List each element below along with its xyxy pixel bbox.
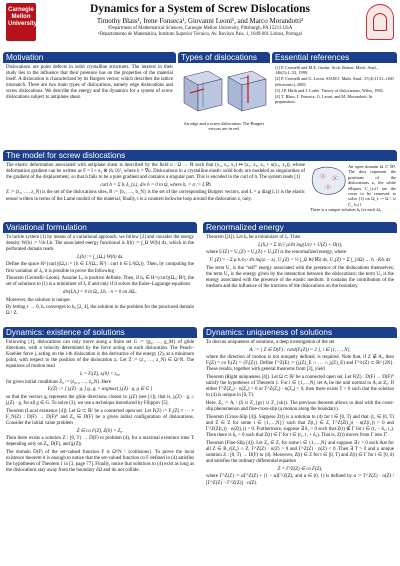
existence-equation-2: Fᵢ(Z) := [ jᵢ(Z) · gᵢ ] gᵢ, gᵢ = argmax{ jᵢ(Z) · g, g ∈ G } — [47, 387, 153, 393]
uniqueness-text — [203, 338, 397, 490]
poster-header — [0, 0, 400, 46]
variational-heading: Variational formulation — [3, 222, 197, 233]
affiliation-2: ²Departamento de Matemática, Instituto Superior Técnico, Av. Rovisco Pais, 1, 1049-001 Lisboa, Portugal — [98, 32, 302, 37]
reference-item: [3] J.P. Hirth and J. Lothe. Theory of dislocations. Wiley, 1982. — [275, 87, 384, 93]
existence-paragraph-3: so that the vectors gᵢ represent the glide directions closest to jᵢ(Z) (see [1]), that is, jᵢ(Z) · gᵢ ≥ jᵢ(Z) · g, for all g ∈ G. To solve (3), we use a technique introduced by Filippov [5]. — [6, 394, 194, 407]
motivation-section — [3, 52, 176, 140]
uniqueness-paragraph-3: Here, Z₀ := Aᵢ \ (S ∪ Z_{gs} ∪ Z_{sk}). The previous theorem allows to deal with the cross-slip phenomenon and fine-cross-slip (a motion along the boundary). — [206, 401, 394, 413]
uniqueness-theorem-2: Theorem (Cross-Slip [4]). Suppose Z(t) is a solution to (4) for t ∈ [0, T) and that {t₁ ∈ (0, T) and Z ∈ Z for some i ∈ {1,…,N}} such that Z(t₁) ∈ Z, Γ^Z(Z(t₁)) · n(Z(t₁)) > 0 and Γ^Z(Z(t₁)) · n(Z(t₁)) > 0. Furthermore, suppose ∃ δ₁ > 0 such that Z(t) ∉ Γ for t ∈ (t₁ − δ₁, t₁). Then there is δ₂ > 0 such that Z(t) ∈ Γ for t ∈ (t₁, t₁ + δ₂). That is, Z(t) moves from Γ into Γ̃. — [206, 414, 394, 439]
existence-paragraph-1: Following [1], dislocations can only move along a finite set G := {g₁, …, g_M} of glide directions, with a velocity determined by the force acting on each dislocation. The Peach–Koehler force jᵢ acting on the i-th dislocation is the derivative of the energy (2), at a minimum point, with respect to the position of the dislocation zᵢ. Let Z := (z₁, …, z_N) ∈ Ω^N. The equations of motion read — [6, 340, 194, 370]
variational-paragraph-2: Define the space H^{curl}(Ωₑ) := {h ∈ L²(Ωₑ; ℝ²) : curl h ∈ L²(Ωₑ)}. Then, by computing the first variation of Jₑ, it is possible to prove the following — [6, 262, 194, 274]
uniqueness-heading: Dynamics: uniqueness of solutions — [203, 327, 397, 338]
uniqueness-theorem-1: Theorem (Right uniqueness [4]). Let Ω ⊂ ℝ² be a connected open set. Let F(Z) : D(F) → D(F)ᴺ satisfy the hypotheses of Theorem 1. For i ∈ {1,…,N} let Aᵢ be the unit normal to Aᵢ at Z₀. If either Γ^Z(Z₀) · n(Z₀) > 0 or Γ^Z(Z₀) · n(Z₀) < 0, then there exists T > 0 such that the solution to (4) is unique in [0, T). — [206, 375, 394, 399]
uniqueness-theorem-3: Theorem (Fine-Slip [4]). Let Z₀ ∈ Z, for some i ∈ {1,…,N} and suppose ∃ r > 0 such that for all Z ∈ B_r(Z₀) ∩ Z, Γ^Z(Z) · n(Z) > 0 and Γ^Z(Z) · n(Z) < 0. Then ∃ T > 0 and a unique solution Z : [0, T) → D(F) to (4). Moreover, Z(t) ∈ Z for t ∈ [0, T) and Z(t) ∈ Γ for t ∈ [0, δ) and satisfies the ordinary differential equation — [206, 440, 394, 465]
model-paragraph-2: Z := (z₁, …, z_N) is the set of the dislocations sites, B := {b₁, …, b_N} is the set of the corresponding Burgers vectors, and L = μ diag(1,1) is the elastic tensor written in terms of the Lamé moduli of the material; finally, t is a counterclockwise loop around the dislocation z, only. — [6, 190, 305, 202]
carnegie-mellon-logo: Carnegie Mellon University — [6, 3, 36, 41]
uniqueness-section — [203, 327, 397, 563]
existence-heading: Dynamics: existence of solutions — [3, 327, 197, 338]
renormalized-paragraph-2: The term U₁ is the “self” energy associated with the presence of the dislocations themselves; the term U₂ is the energy given by the interaction between the dislocations; the term U₃ is the energy associated with the presence of the elastic medium: it contains the contribution of the medium and the influence of the tractions of the dislocations on the boundary. — [206, 265, 394, 289]
screw-dislocation-illustration — [228, 71, 266, 111]
model-heading: The model for screw dislocations — [3, 150, 397, 161]
existence-text — [3, 338, 197, 478]
ist-lisboa-logo — [366, 4, 394, 40]
motivation-text: Dislocations are point defects in solid crystalline structures. The interest in their study lies in the influence that their presence has on the properties of the material itself. A dislocation is characterized by its Burgers vector, which describes the lattice mismatch. There are two main types of dislocations, namely edge dislocations and screw dislocations. We describe the energy and the dynamics for a system of screw dislocations subject to antiplane shear. — [6, 65, 173, 101]
renormalized-theorem: Theorem ([4]). Let hₑ be a minimizer of Jₑ. Then — [206, 235, 301, 240]
variational-text — [3, 233, 197, 321]
existence-section — [3, 327, 197, 563]
references-section — [272, 52, 397, 140]
existence-paragraph-5: The domain D(F) of the set-valued function F is Ω^N \ {collisions}. To prove the local existence theorem it is enough to notice that the set-valued function co F defined in (4) satisfies the hypotheses of Theorem 1 in [3, page 77]. Finally, notice that solutions to (4) exist as long as the dislocations stay away from the boundary ∂Ω and do not collide. — [6, 449, 194, 474]
poster-title: Dynamics for a System of Screw Dislocations — [90, 3, 310, 15]
model-side-text-2: There is a unique solution hₑ for each Ωₑ. — [310, 207, 382, 212]
dislocation-figure — [178, 63, 270, 119]
renormalized-equation-2: U₁(Z) = −Σ μ bᵢ·bⱼ / 4π log|zᵢ − zⱼ|, U₂(Z) = ½ ∫_Ω W(∇ũ) dx, U₃(Z) = Σ ∫_{∂Ω} … bᵢ · Kbᵢ dx — [209, 257, 391, 263]
variational-equation-2: div(Lhₑ) = 0 in Ωₑ, Lhₑ · n = 0 on ∂Ωₑ. — [63, 290, 137, 296]
renormalized-equation-1: Jₑ(hₑ) = Σ |bᵢ|² μ/4π log(1/ε) + U(Z) + O(ε), — [257, 242, 343, 248]
seal-icon — [373, 13, 387, 31]
variational-theorem: Theorem (Cermelli–Leoni). Assume Lₑ is positive definite. Then, if hₑ ∈ H^{curl}(Ωₑ; ℝ²), the set of solutions to (1) is a minimizer of Jₑ if and only if it solves the Euler–Lagrange equations — [6, 276, 194, 288]
motivation-heading: Motivation — [3, 52, 176, 63]
uniqueness-paragraph-2: where the direction of motion is not uniquely defined, is required. Note that, if Z ∉ Aᵢ, then Fᵢ(Z) = co Fᵢ(Z) = {Fᵢ(Z)}. Define Γ^Z(E) := (jᵢ(Z)_E ∩ … ∩ jᵢ(Z)_E) and Γ^ℓ(Z) ⊂ ℝ^{2N}. These results, together with general theorems from [3], yield — [206, 355, 394, 373]
reference-item: [2] P. Cermelli and G. Leoni. SIAM J. Math. Anal., 37(4):1131–1160 (electronic), 2005. — [275, 76, 394, 87]
uniqueness-paragraph-1: To discuss uniqueness of solutions, a deep investigation of the set — [206, 340, 335, 345]
existence-paragraph-2: for given initial conditions Z₀ := (z₀,₁, …, z₀,N). Here — [6, 379, 111, 385]
references-heading: Essential references — [272, 52, 397, 63]
existence-equation-3: Ż ∈ co F(Z), Z(0) = Z₀. — [76, 428, 124, 434]
domain-figure — [309, 164, 349, 198]
model-section — [3, 150, 397, 220]
reference-item: [1] P. Cermelli and M.E. Gurtin. Arch. Ration. Mech. Anal., 146(1):1–52, 1999. — [275, 65, 378, 76]
model-side-text-1: An open domain Ω ⊂ ℝ². The dots represent the positions of the dislocations zᵢ, the white ellipses C_{ε,i} are the cores to be removed to solve (1) on Ω_ε := Ω \ ∪ C̄_{ε,i}. — [348, 164, 396, 207]
variational-paragraph-4: By letting ε → 0, hₑ converges to h₀ [2, 4], the solution to the problem for the punctured domain Ω \ Z. — [6, 305, 194, 317]
model-text — [3, 161, 308, 206]
variational-paragraph-1: To tackle system (1) by means of a variational approach, we follow [2] and consider the energy density W(h) := ½h·Lh. The associated energy functional is J(h) := ∫_Ω W(h) dx, which in the perforated domain reads — [6, 235, 194, 253]
uniqueness-equation-2: Ż = Γ^Z(Z) ∈ co F(Z), — [277, 466, 323, 472]
model-paragraph-1: The elastic deformation associated with antiplane shear is described by the field u : Ω → ℝ such that (x₁, x₂, x₃) ↦ (x₁, x₂, x₃ + u(x₁, x₂)), whose deformation gradient can be written as F = I + e₃ ⊗ (h, 0)ᵀ, where h = ∇u. Dislocations in a crystalline elastic solid body are modeled as singularities of the gradient of the displacement, so that h fails to be a pure gradient and contains a singular part. This is encoded in the curl of h. The system reads [1] — [6, 163, 305, 181]
uniqueness-equation-3: where Γ^Z(Z) := αΓ^Z(Z) + (1 − α)Γ^Z(Z), and α ∈ (0, 1) is defined by α := Γ^Z(Z) · n(Z) / [Γ^Z(Z) − Γ^Z(Z)] · n(Z). — [206, 474, 394, 486]
existence-theorem: Theorem (Local existence [4]). Let Ω ⊂ ℝ² be a connected open set. Let F(Z) := F₁(Z) × ⋯ × F_N(Z) : D(F) → D(F)ᴺ and Z₀ ∈ D(F) be a given initial configuration of dislocations. Consider the initial value problem — [6, 408, 194, 426]
existence-paragraph-4: Then there exists a solution Z : [0, T) → D(F) to problem (4), for a maximal existence time T depending only on Z₀, D(F), and |jᵢ(Z)|. — [6, 436, 194, 448]
renormalized-paragraph-1: where U(Z) = U₁(Z) + U₂(Z) + U₃(Z) is the renormalized energy, where — [206, 250, 347, 256]
types-section — [178, 52, 270, 140]
renormalized-heading: Renormalized energy — [203, 222, 397, 233]
variational-equation-1: Jₑ(h) := ∫_{Ωₑ} W(h) dx. — [76, 254, 124, 260]
renormalized-section — [203, 222, 397, 322]
edge-dislocation-illustration — [184, 71, 222, 111]
affiliation-1: ¹Department of Mathematical Sciences, Carnegie Mellon University, Pittsburgh, PA 15213 USA — [107, 26, 293, 31]
renormalized-text — [203, 233, 397, 294]
types-caption: An edge and a screw dislocation. The Burgers vectors are in red. — [183, 121, 265, 132]
variational-paragraph-3: Moreover, the solution is unique. — [6, 297, 71, 303]
types-heading: Types of dislocations — [178, 52, 270, 63]
model-equation-1: curl h = Σ bᵢ δ_{zᵢ}, div h = 0 in Ω, where hₑ = σ := L∇h — [100, 182, 211, 188]
poster-authors: Timothy Blass¹, Irene Fonseca¹, Giovanni Leoni¹, and Marco Morandotti² — [96, 17, 304, 25]
references-list — [272, 63, 397, 107]
variational-section — [3, 222, 197, 322]
existence-equation-1: żᵢ = Fᵢ(Z), zᵢ(0) = z₀,ᵢ — [79, 372, 121, 378]
uniqueness-equation-1: Aᵢ := { Z ∈ D(F) : card(Fᵢ(Z)) = 2 }, i ∈ {1, …, N}, — [249, 347, 351, 353]
reference-item: [4] T. Blass, I. Fonseca, G. Leoni, and M. Morandotti. In preparation. — [275, 94, 373, 105]
